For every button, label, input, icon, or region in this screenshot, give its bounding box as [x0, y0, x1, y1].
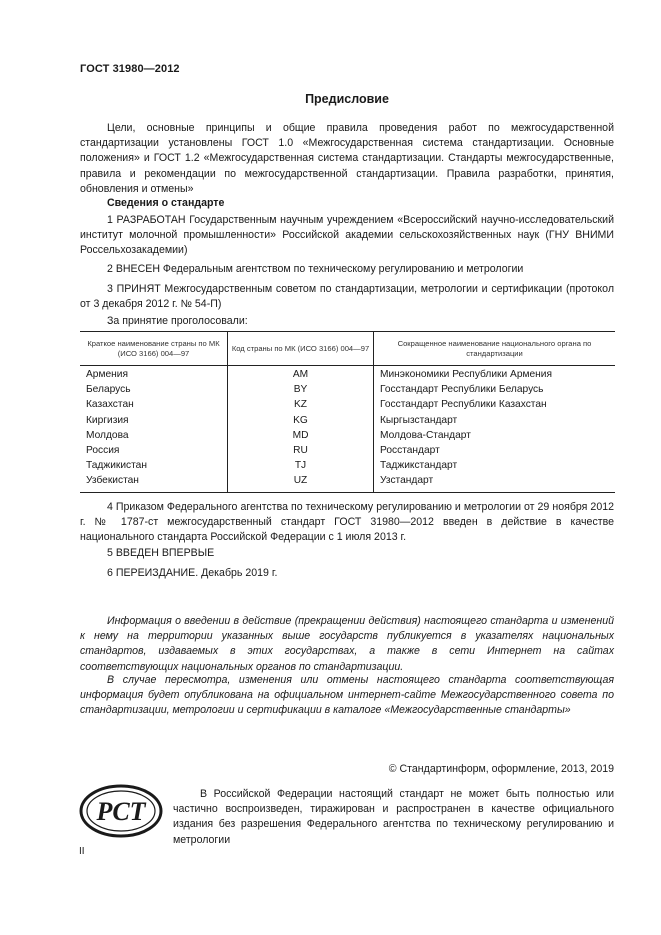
- cell-standards-body: Таджикстандарт: [374, 458, 616, 473]
- table-row: [80, 458, 615, 473]
- table-row: [80, 428, 615, 443]
- cell-standards-body: Госстандарт Республики Беларусь: [374, 382, 616, 397]
- cell-standards-body: Госстандарт Республики Казахстан: [374, 397, 616, 412]
- cell-code: TJ: [228, 458, 374, 473]
- cell-code: KG: [228, 413, 374, 428]
- item-5-first-introduced: 5 ВВЕДЕН ВПЕРВЫЕ: [107, 547, 215, 559]
- col-header-standards-body: Сокращенное наименование национального органа по стандартизации: [374, 332, 616, 366]
- cell-standards-body: Росстандарт: [374, 443, 616, 458]
- table-row: [80, 397, 615, 412]
- page-number: II: [79, 846, 85, 857]
- table-row: [80, 443, 615, 458]
- vote-label: За принятие проголосовали:: [107, 315, 248, 327]
- col-header-code: Код страны по МК (ИСО 3166) 004—97: [228, 332, 374, 366]
- intro-paragraph: Цели, основные принципы и общие правила проведения работ по межгосударственной стандартизации установлены ГОСТ 1.0 «Межгосударственная система стандартизации. Основные положения» и ГОСТ 1.2 «Межгосударственная система стандартизации. Стандарты межгосударственные, правила и рекомендации по межгосударственной стандартизации. Правила разработки, принятия, обновления и отмены»: [80, 122, 614, 195]
- cell-standards-body: Молдова-Стандарт: [374, 428, 616, 443]
- rst-certification-mark-icon: [78, 783, 164, 839]
- page-title: Предисловие: [305, 92, 389, 106]
- item-2-submitted: 2 ВНЕСЕН Федеральным агентством по техническому регулированию и метрологии: [107, 263, 524, 275]
- cell-code: UZ: [228, 473, 374, 492]
- cell-code: RU: [228, 443, 374, 458]
- cell-country: Армения: [86, 369, 128, 380]
- item-4-enacted: 4 Приказом Федерального агентства по техническому регулированию и метрологии от 29 ноября 2012 г. № 1787-ст межгосударственный стандарт ГОСТ 31980—2012 введен в действие в качестве национального стандарта Российской Федерации с 1 июля 2013 г.: [80, 501, 614, 544]
- logo-text: РСТ: [96, 797, 146, 826]
- table-header-row: [80, 332, 615, 366]
- cell-country: Россия: [86, 445, 120, 457]
- cell-country: Узбекистан: [80, 473, 228, 492]
- cell-country: Киргизия: [86, 414, 129, 426]
- cell-country: Молдова: [86, 429, 129, 441]
- info-paragraph-publication: Информация о введении в действие (прекращении действия) настоящего стандарта и изменений к нему на территории указанных выше государств публикуется в указателях национальных стандартов, издаваемых в этих государствах, а также в сети Интернет на сайтах соответствующих национальных органов по стандартизации.: [80, 615, 614, 673]
- cell-country: Беларусь: [86, 384, 131, 396]
- cell-code: BY: [228, 382, 374, 397]
- cell-code: AM: [228, 366, 374, 383]
- cell-standards-body: Кыргызстандарт: [374, 413, 616, 428]
- cell-code: MD: [228, 428, 374, 443]
- cell-country: Таджикистан: [86, 460, 147, 472]
- copyright-notice: В Российской Федерации настоящий стандарт не может быть полностью или частично воспроизведен, тиражирован и распространен в качестве официального издания без разрешения Федерального агентства по техническому регулированию и метрологии: [173, 788, 614, 846]
- cell-code: KZ: [228, 397, 374, 412]
- item-6-reissue: 6 ПЕРЕИЗДАНИЕ. Декабрь 2019 г.: [107, 567, 278, 579]
- cell-standards-body: Минэкономики Республики Армения: [374, 366, 616, 383]
- document-code: ГОСТ 31980—2012: [80, 63, 180, 75]
- table-row: [80, 382, 615, 397]
- info-paragraph-revision: В случае пересмотра, изменения или отмены настоящего стандарта соответствующая информация будет опубликована на официальном интернет-сайте Межгосударственного совета по стандартизации, метрологии и сертификации в каталоге «Межгосударственные стандарты»: [80, 674, 614, 717]
- table-row: [80, 473, 615, 492]
- table-row: [80, 413, 615, 428]
- cell-country: Казахстан: [86, 399, 134, 411]
- item-3-adopted: 3 ПРИНЯТ Межгосударственным советом по стандартизации, метрологии и сертификации (протокол от 3 декабря 2012 г. № 54-П): [80, 283, 614, 311]
- item-1-developed: 1 РАЗРАБОТАН Государственным научным учреждением «Всероссийский научно-исследовательский институт молочной промышленности» Российской академии сельскохозяйственных наук (ГНУ ВНИМИ Россельхозакадемии): [80, 214, 614, 257]
- voting-states-table: [80, 331, 615, 493]
- copyright-line: © Стандартинформ, оформление, 2013, 2019: [388, 763, 614, 775]
- col-header-country: Краткое наименование страны по МК (ИСО 3166) 004—97: [80, 332, 228, 366]
- table-row: [80, 366, 615, 383]
- cell-standards-body: Узстандарт: [374, 473, 616, 492]
- section-heading: Сведения о стандарте: [107, 197, 225, 209]
